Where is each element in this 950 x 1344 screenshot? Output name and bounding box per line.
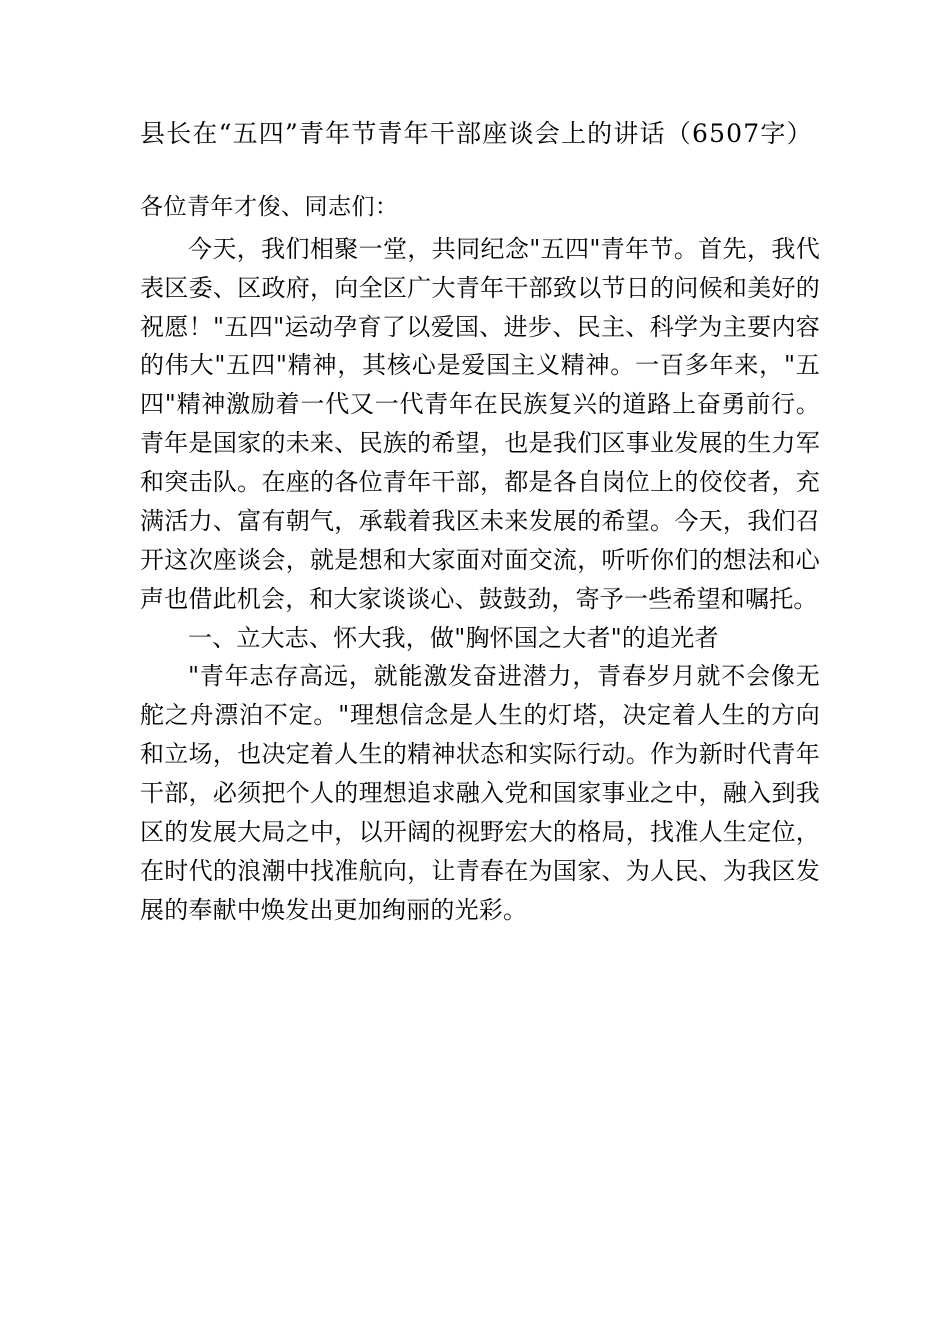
- page-title: 县长在“五四”青年节青年干部座谈会上的讲话（6507字）: [140, 119, 813, 148]
- section-heading-1: 一、立大志、怀大我，做"胸怀国之大者"的追光者: [188, 623, 719, 652]
- salutation: 各位青年才俊、同志们：: [140, 194, 399, 220]
- paragraph-intro: 今天，我们相聚一堂，共同纪念"五四"青年节。首先，我代表区委、区政府，向全区广大青年干部致以节日的问候和美好的祝愿！"五四"运动孕育了以爱国、进步、民主、科学为主要内容的伟大"五四"精神，其核心是爱国主义精神。一百多年来，"五四"精神激励着一代又一代青年在民族复兴的道路上奋勇前行。青年是国家的未来、民族的希望，也是我们区事业发展的生力军和突击队。在座的各位青年干部，都是各自岗位上的佼佼者，充满活力、富有朝气，承载着我区未来发展的希望。今天，我们召开这次座谈会，就是想和大家面对面交流，听听你们的想法和心声也借此机会，和大家谈谈心、鼓鼓劲，寄予一些希望和嘱托。: [140, 234, 820, 613]
- paragraph-section-1: "青年志存高远，就能激发奋进潜力，青春岁月就不会像无舵之舟漂泊不定。"理想信念是人生的灯塔，决定着人生的方向和立场，也决定着人生的精神状态和实际行动。作为新时代青年干部，必须把个人的理想追求融入党和国家事业之中，融入到我区的发展大局之中，以开阔的视野宏大的格局，找准人生定位，在时代的浪潮中找准航向，让青春在为国家、为人民、为我区发展的奉献中焕发出更加绚丽的光彩。: [140, 662, 820, 924]
